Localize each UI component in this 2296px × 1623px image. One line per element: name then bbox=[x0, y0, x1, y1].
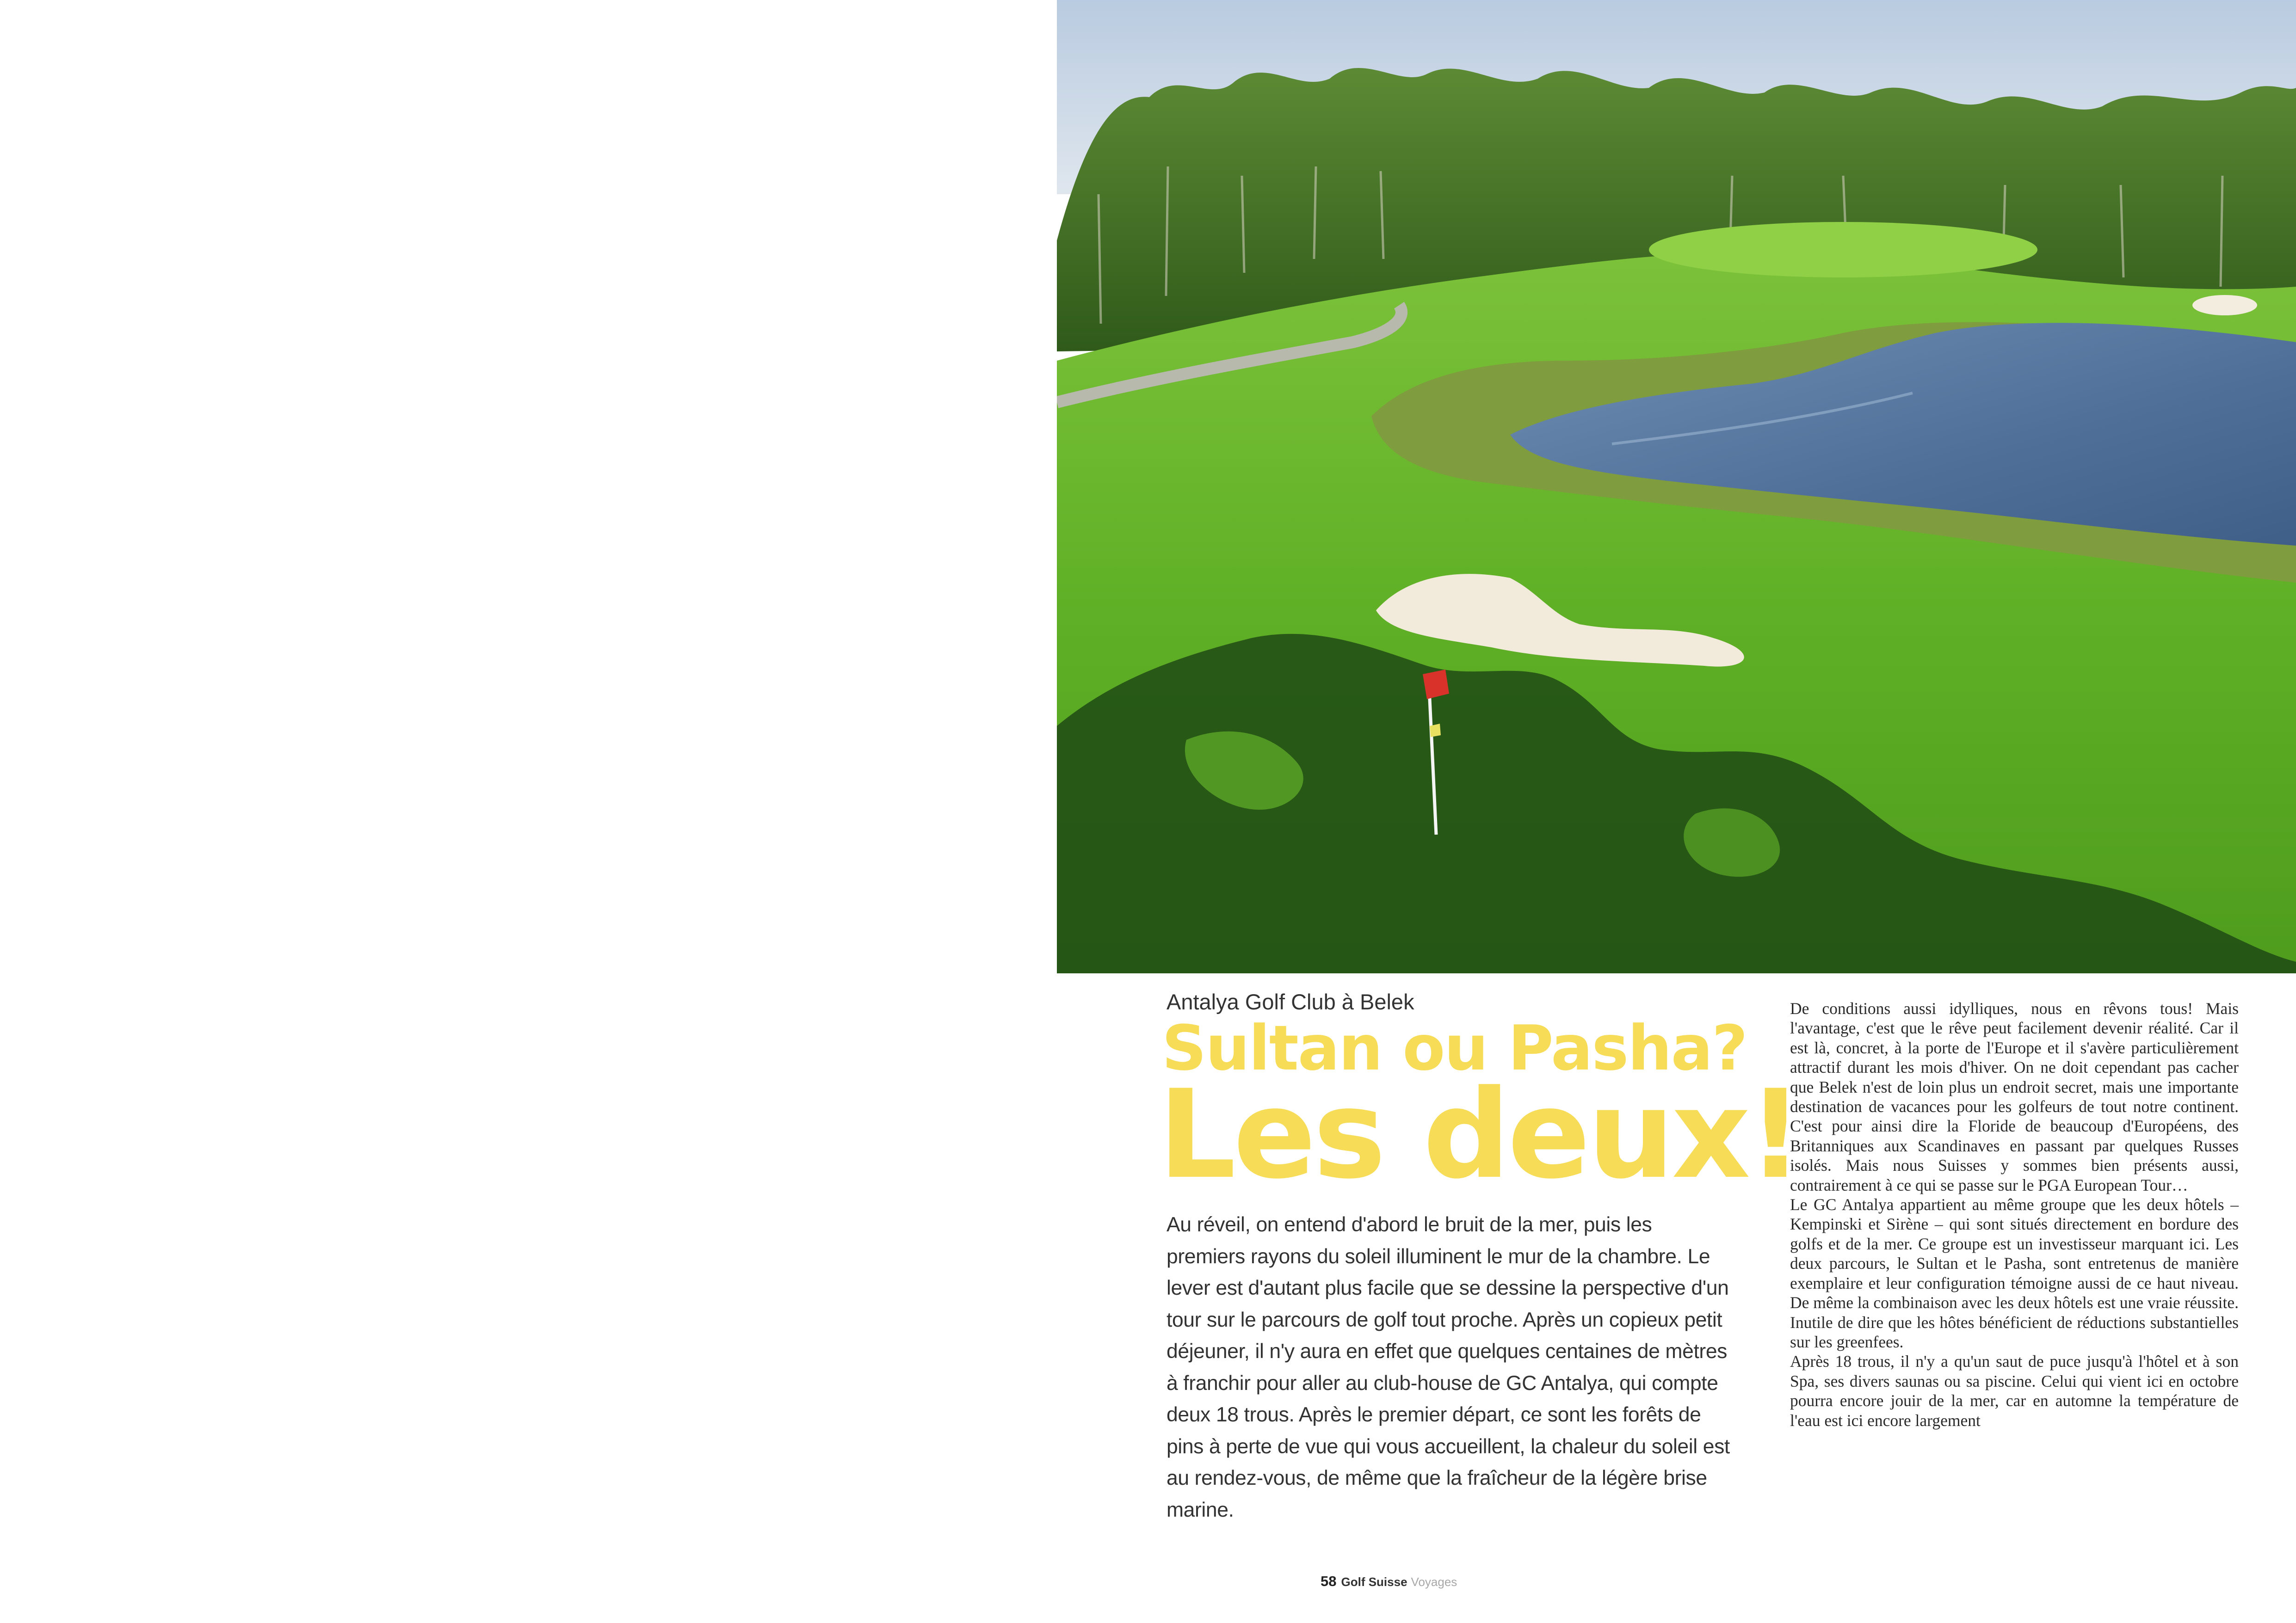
section-name: Voyages bbox=[1411, 1575, 1457, 1589]
magazine-name: Golf Suisse bbox=[1341, 1575, 1407, 1589]
body-paragraph-1: De conditions aussi idylliques, nous en rêvons tous! Mais l'avantage, c'est que le rêve peut facilement devenir réalité. Car il est là, concret, à la porte de l'Europe et il s'avère particulièrement attractif durant les mois d'hiver. On ne doit cependant pas cacher que Belek n'est de loin plus un endroit secret, mais une importante destination de vacances pour les golfeurs de tout notre continent. C'est pour ainsi dire la Floride de beaucoup d'Européens, des Britanniques aux Scandinaves en passant par quelques Russes isolés. Mais nous Suisses y sommes bien présents aussi, contrairement à ce qui se passe sur le PGA European Tour… bbox=[1790, 999, 2239, 1194]
headline-line-2: Les deux! bbox=[1158, 1064, 1801, 1206]
body-paragraph-3: Après 18 trous, il n'y a qu'un saut de puce jusqu'à l'hôtel et à son Spa, ses divers saunas ou sa piscine. Celui qui vient ici en octobre pourra encore jouir de la mer, car en automne la température de l'eau est ici encore largement bbox=[1790, 1352, 2239, 1430]
golf-course-photo bbox=[1057, 0, 2296, 973]
body-paragraph-2: Le GC Antalya appartient au même groupe que les deux hôtels – Kempinski et Sirène – qui sont situés directement en bordure des golfs et de la mer. Ce groupe est un investisseur marquant ici. Les deux parcours, le Sultan et le Pasha, sont entretenus de manière exemplaire et leur configuration témoigne aussi de ce haut niveau. De même la combinaison avec les deux hôtels est une vraie réussite. Inutile de dire que les hôtes bénéficient de réductions substantielles sur les greenfees. bbox=[1790, 1195, 2239, 1351]
article-intro: Au réveil, on entend d'abord le bruit de la mer, puis les premiers rayons du soleil illuminent le mur de la chambre. Le lever est d'autant plus facile que se dessine la perspective d'un tour sur le parcours de golf tout proche. Après un copieux petit déjeuner, il n'y aura en effet que quelques centaines de mètres à franchir pour aller au club-house de GC Antalya, qui compte deux 18 trous. Après le premier départ, ce sont les forêts de pins à perte de vue qui vous accueillent, la chaleur du soleil est au rendez-vous, de même que la fraîcheur de la légère brise marine. bbox=[1167, 1213, 1730, 1521]
article-kicker: Antalya Golf Club à Belek bbox=[1167, 990, 1414, 1014]
article-body bbox=[1790, 999, 2239, 1430]
golf-course-illustration bbox=[1057, 0, 2296, 973]
page-folio bbox=[1321, 1573, 1457, 1590]
page-number: 58 bbox=[1321, 1573, 1337, 1589]
headline-line-1: Sultan ou Pasha? bbox=[1162, 1012, 1747, 1084]
